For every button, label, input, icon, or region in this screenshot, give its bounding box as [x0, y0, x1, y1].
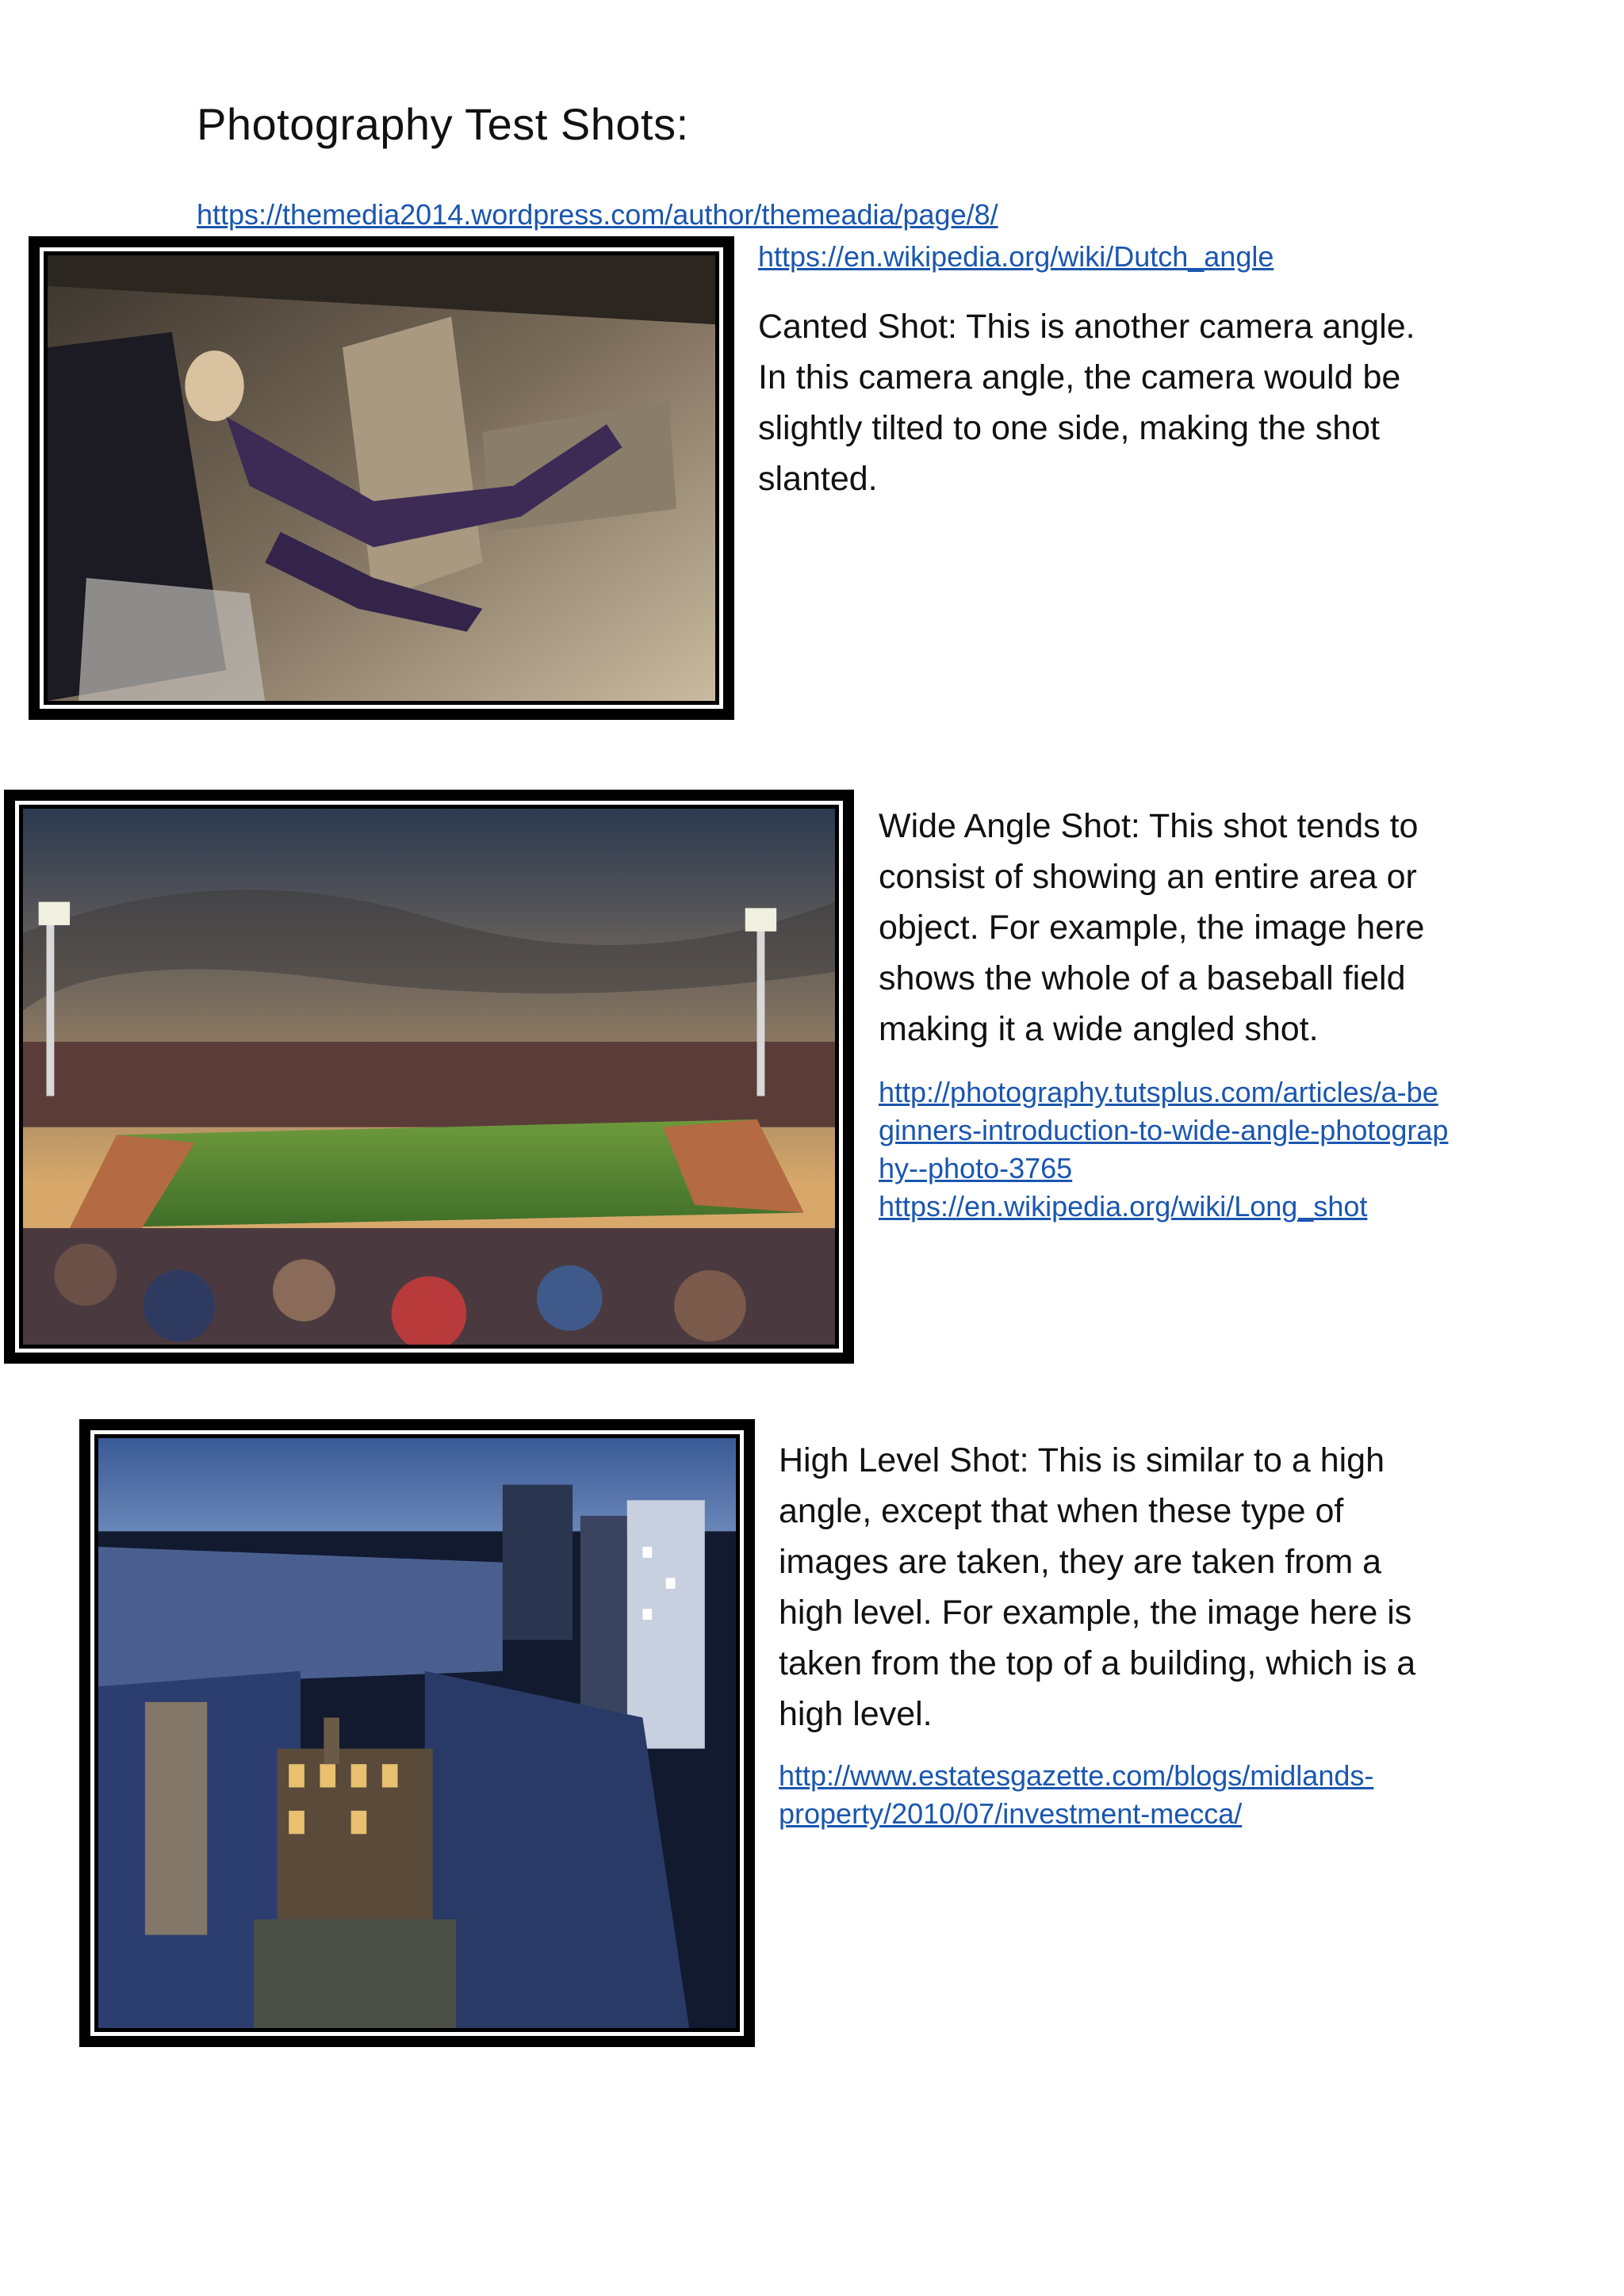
estates-gazette-link[interactable]: http://www.estatesgazette.com/blogs/midlands-property/2010/07/investment-mecca/ [779, 1759, 1374, 1830]
canted-shot-photo [48, 255, 715, 701]
high-level-shot-description: High Level Shot: This is similar to a high angle, except that when these type of images are taken, they are taken from a high level. For example, the image here is taken from the top of a building, which is a high level. [779, 1441, 1416, 1733]
canted-shot-description: Canted Shot: This is another camera angle. In this camera angle, the camera would be slightly tilted to one side, making the shot slanted. [758, 308, 1415, 498]
high-level-shot-image [79, 1419, 755, 2047]
wide-angle-shot-photo [23, 809, 835, 1345]
wide-angle-tutsplus-link[interactable]: http://photography.tutsplus.com/articles/a-beginners-introduction-to-wide-angle-photography--photo-3765 [879, 1076, 1449, 1184]
canted-shot-image [29, 236, 734, 720]
wide-angle-shot-image [4, 790, 854, 1364]
long-shot-link[interactable]: https://en.wikipedia.org/wiki/Long_shot [879, 1190, 1368, 1223]
wide-angle-shot-description: Wide Angle Shot: This shot tends to consist of showing an entire area or object. For example, the image here shows the whole of a baseball field making it a wide angled shot. [879, 807, 1425, 1048]
high-level-shot-photo [98, 1438, 736, 2028]
source-link-top[interactable]: https://themedia2014.wordpress.com/author/themeadia/page/8/ [197, 198, 998, 231]
dutch-angle-link[interactable]: https://en.wikipedia.org/wiki/Dutch_angle [758, 240, 1274, 273]
page-title: Photography Test Shots: [197, 99, 689, 149]
